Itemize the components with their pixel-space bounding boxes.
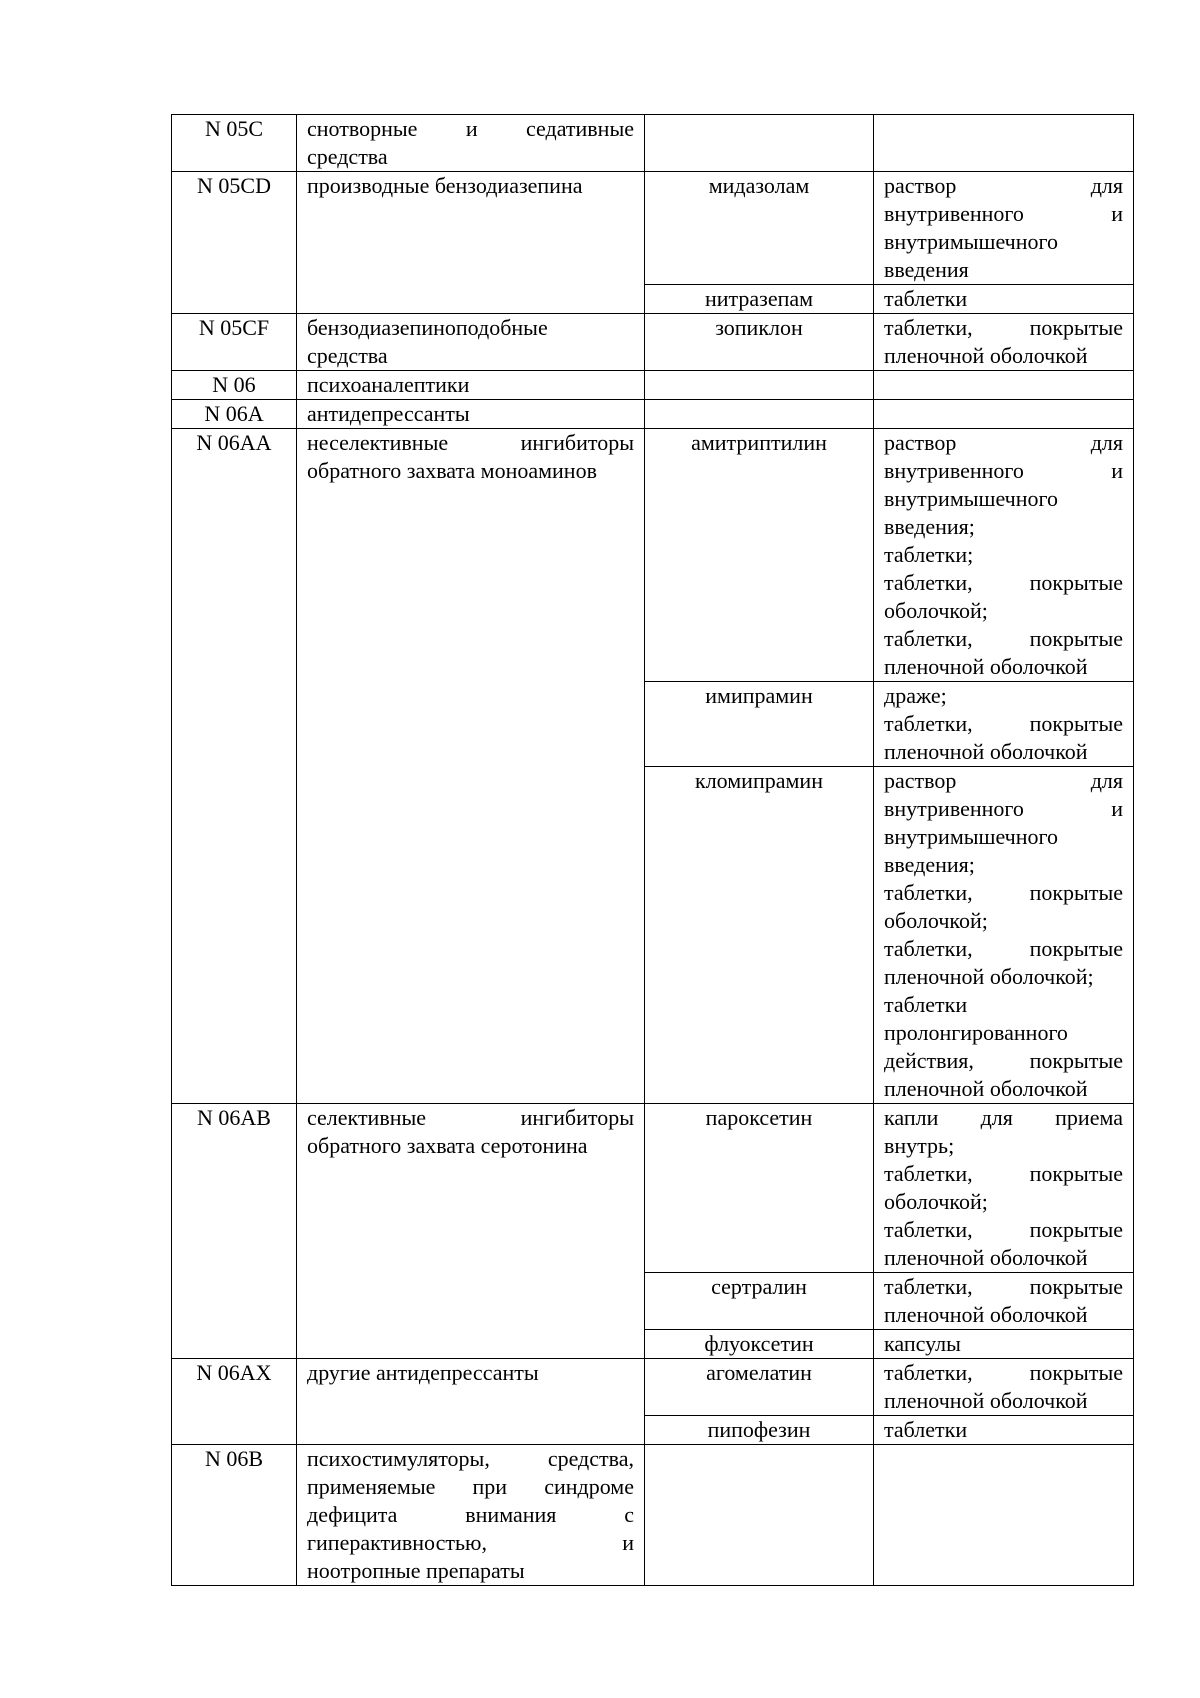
drug-name-cell: пипофезин: [645, 1416, 874, 1445]
cell-line: таблетки, покрытые: [884, 1274, 1123, 1299]
cell-line: оболочкой;: [884, 908, 988, 933]
cell-line: дефицита внимания с: [307, 1502, 634, 1527]
cell-line: пленочной оболочкой: [884, 1245, 1088, 1270]
drug-name-cell: имипрамин: [645, 682, 874, 767]
dosage-form-cell: [874, 1445, 1134, 1586]
dosage-form-cell: [874, 400, 1134, 429]
atc-code-cell: N 06: [172, 371, 297, 400]
cell-line: таблетки, покрытые: [884, 570, 1123, 595]
atc-code-cell: N 06A: [172, 400, 297, 429]
atc-code-cell: N 05CF: [172, 314, 297, 371]
table-row: [172, 429, 1134, 682]
table-row: [172, 1359, 1134, 1416]
cell-line: внутривенного и: [884, 458, 1123, 483]
cell-line: таблетки, покрытые: [884, 315, 1123, 340]
cell-line: другие антидепрессанты: [307, 1360, 539, 1385]
cell-line: психоаналептики: [307, 372, 470, 397]
cell-line: раствор для: [884, 430, 1123, 455]
cell-line: капсулы: [884, 1331, 961, 1356]
group-name-cell: [297, 1445, 645, 1586]
cell-line: бензодиазепиноподобные: [307, 315, 548, 340]
cell-line: пленочной оболочкой;: [884, 964, 1094, 989]
atc-code-cell: N 05C: [172, 115, 297, 172]
cell-line: введения;: [884, 852, 975, 877]
atc-code-cell: N 06AA: [172, 429, 297, 1104]
cell-line: раствор для: [884, 173, 1123, 198]
group-name-cell: [297, 172, 645, 314]
drug-classification-table: [171, 114, 1134, 1586]
cell-line: таблетки: [884, 286, 968, 311]
drug-name-cell: кломипрамин: [645, 767, 874, 1104]
atc-code-cell: N 06AB: [172, 1104, 297, 1359]
dosage-form-cell: [874, 285, 1134, 314]
atc-code-cell: N 05CD: [172, 172, 297, 314]
cell-line: пленочной оболочкой: [884, 654, 1088, 679]
table-row: [172, 115, 1134, 172]
cell-line: гиперактивностью, и: [307, 1530, 634, 1555]
drug-name-cell: [645, 371, 874, 400]
group-name-cell: [297, 115, 645, 172]
table-row: [172, 1104, 1134, 1273]
group-name-cell: [297, 1359, 645, 1445]
cell-line: производные бензодиазепина: [307, 173, 583, 198]
cell-line: психостимуляторы, средства,: [307, 1446, 634, 1471]
drug-name-cell: сертралин: [645, 1273, 874, 1330]
atc-code-cell: N 06B: [172, 1445, 297, 1586]
table-row: [172, 400, 1134, 429]
cell-line: внутривенного и: [884, 796, 1123, 821]
cell-line: снотворные и седативные: [307, 116, 634, 141]
cell-line: таблетки, покрытые: [884, 1161, 1123, 1186]
cell-line: обратного захвата моноаминов: [307, 458, 597, 483]
cell-line: селективные ингибиторы: [307, 1105, 634, 1130]
cell-line: действия, покрытые: [884, 1048, 1123, 1073]
group-name-cell: [297, 371, 645, 400]
cell-line: пленочной оболочкой: [884, 1076, 1088, 1101]
cell-line: пленочной оболочкой: [884, 1388, 1088, 1413]
dosage-form-cell: [874, 1330, 1134, 1359]
cell-line: введения;: [884, 514, 975, 539]
cell-line: пленочной оболочкой: [884, 739, 1088, 764]
dosage-form-cell: [874, 115, 1134, 172]
cell-line: внутримышечного: [884, 824, 1058, 849]
cell-line: ноотропные препараты: [307, 1558, 525, 1583]
cell-line: таблетки: [884, 992, 968, 1017]
cell-line: таблетки, покрытые: [884, 711, 1123, 736]
cell-line: таблетки, покрытые: [884, 1360, 1123, 1385]
cell-line: средства: [307, 343, 388, 368]
table-row: [172, 314, 1134, 371]
cell-line: пролонгированного: [884, 1020, 1068, 1045]
dosage-form-cell: [874, 682, 1134, 767]
dosage-form-cell: [874, 1273, 1134, 1330]
drug-name-cell: пароксетин: [645, 1104, 874, 1273]
cell-line: неселективные ингибиторы: [307, 430, 634, 455]
drug-name-cell: нитразепам: [645, 285, 874, 314]
cell-line: внутримышечного: [884, 229, 1058, 254]
drug-name-cell: [645, 115, 874, 172]
cell-line: внутримышечного: [884, 486, 1058, 511]
cell-line: таблетки;: [884, 542, 974, 567]
group-name-cell: [297, 400, 645, 429]
drug-name-cell: зопиклон: [645, 314, 874, 371]
drug-name-cell: [645, 400, 874, 429]
cell-line: таблетки, покрытые: [884, 1217, 1123, 1242]
cell-line: пленочной оболочкой: [884, 1302, 1088, 1327]
dosage-form-cell: [874, 314, 1134, 371]
cell-line: раствор для: [884, 768, 1123, 793]
group-name-cell: [297, 1104, 645, 1359]
cell-line: таблетки, покрытые: [884, 626, 1123, 651]
cell-line: внутривенного и: [884, 201, 1123, 226]
drug-name-cell: флуоксетин: [645, 1330, 874, 1359]
cell-line: средства: [307, 144, 388, 169]
dosage-form-cell: [874, 172, 1134, 285]
atc-code-cell: N 06AX: [172, 1359, 297, 1445]
dosage-form-cell: [874, 371, 1134, 400]
cell-line: применяемые при синдроме: [307, 1474, 634, 1499]
drug-name-cell: мидазолам: [645, 172, 874, 285]
drug-name-cell: агомелатин: [645, 1359, 874, 1416]
cell-line: пленочной оболочкой: [884, 343, 1088, 368]
group-name-cell: [297, 314, 645, 371]
cell-line: драже;: [884, 683, 947, 708]
cell-line: таблетки, покрытые: [884, 936, 1123, 961]
dosage-form-cell: [874, 1416, 1134, 1445]
cell-line: внутрь;: [884, 1133, 955, 1158]
dosage-form-cell: [874, 767, 1134, 1104]
drug-name-cell: [645, 1445, 874, 1586]
table-row: [172, 371, 1134, 400]
dosage-form-cell: [874, 1104, 1134, 1273]
table-row: [172, 1445, 1134, 1586]
cell-line: оболочкой;: [884, 1189, 988, 1214]
cell-line: обратного захвата серотонина: [307, 1133, 588, 1158]
cell-line: капли для приема: [884, 1105, 1123, 1130]
drug-name-cell: амитриптилин: [645, 429, 874, 682]
cell-line: введения: [884, 257, 969, 282]
cell-line: антидепрессанты: [307, 401, 470, 426]
cell-line: таблетки, покрытые: [884, 880, 1123, 905]
dosage-form-cell: [874, 1359, 1134, 1416]
cell-line: таблетки: [884, 1417, 968, 1442]
cell-line: оболочкой;: [884, 598, 988, 623]
group-name-cell: [297, 429, 645, 1104]
table-row: [172, 172, 1134, 285]
dosage-form-cell: [874, 429, 1134, 682]
